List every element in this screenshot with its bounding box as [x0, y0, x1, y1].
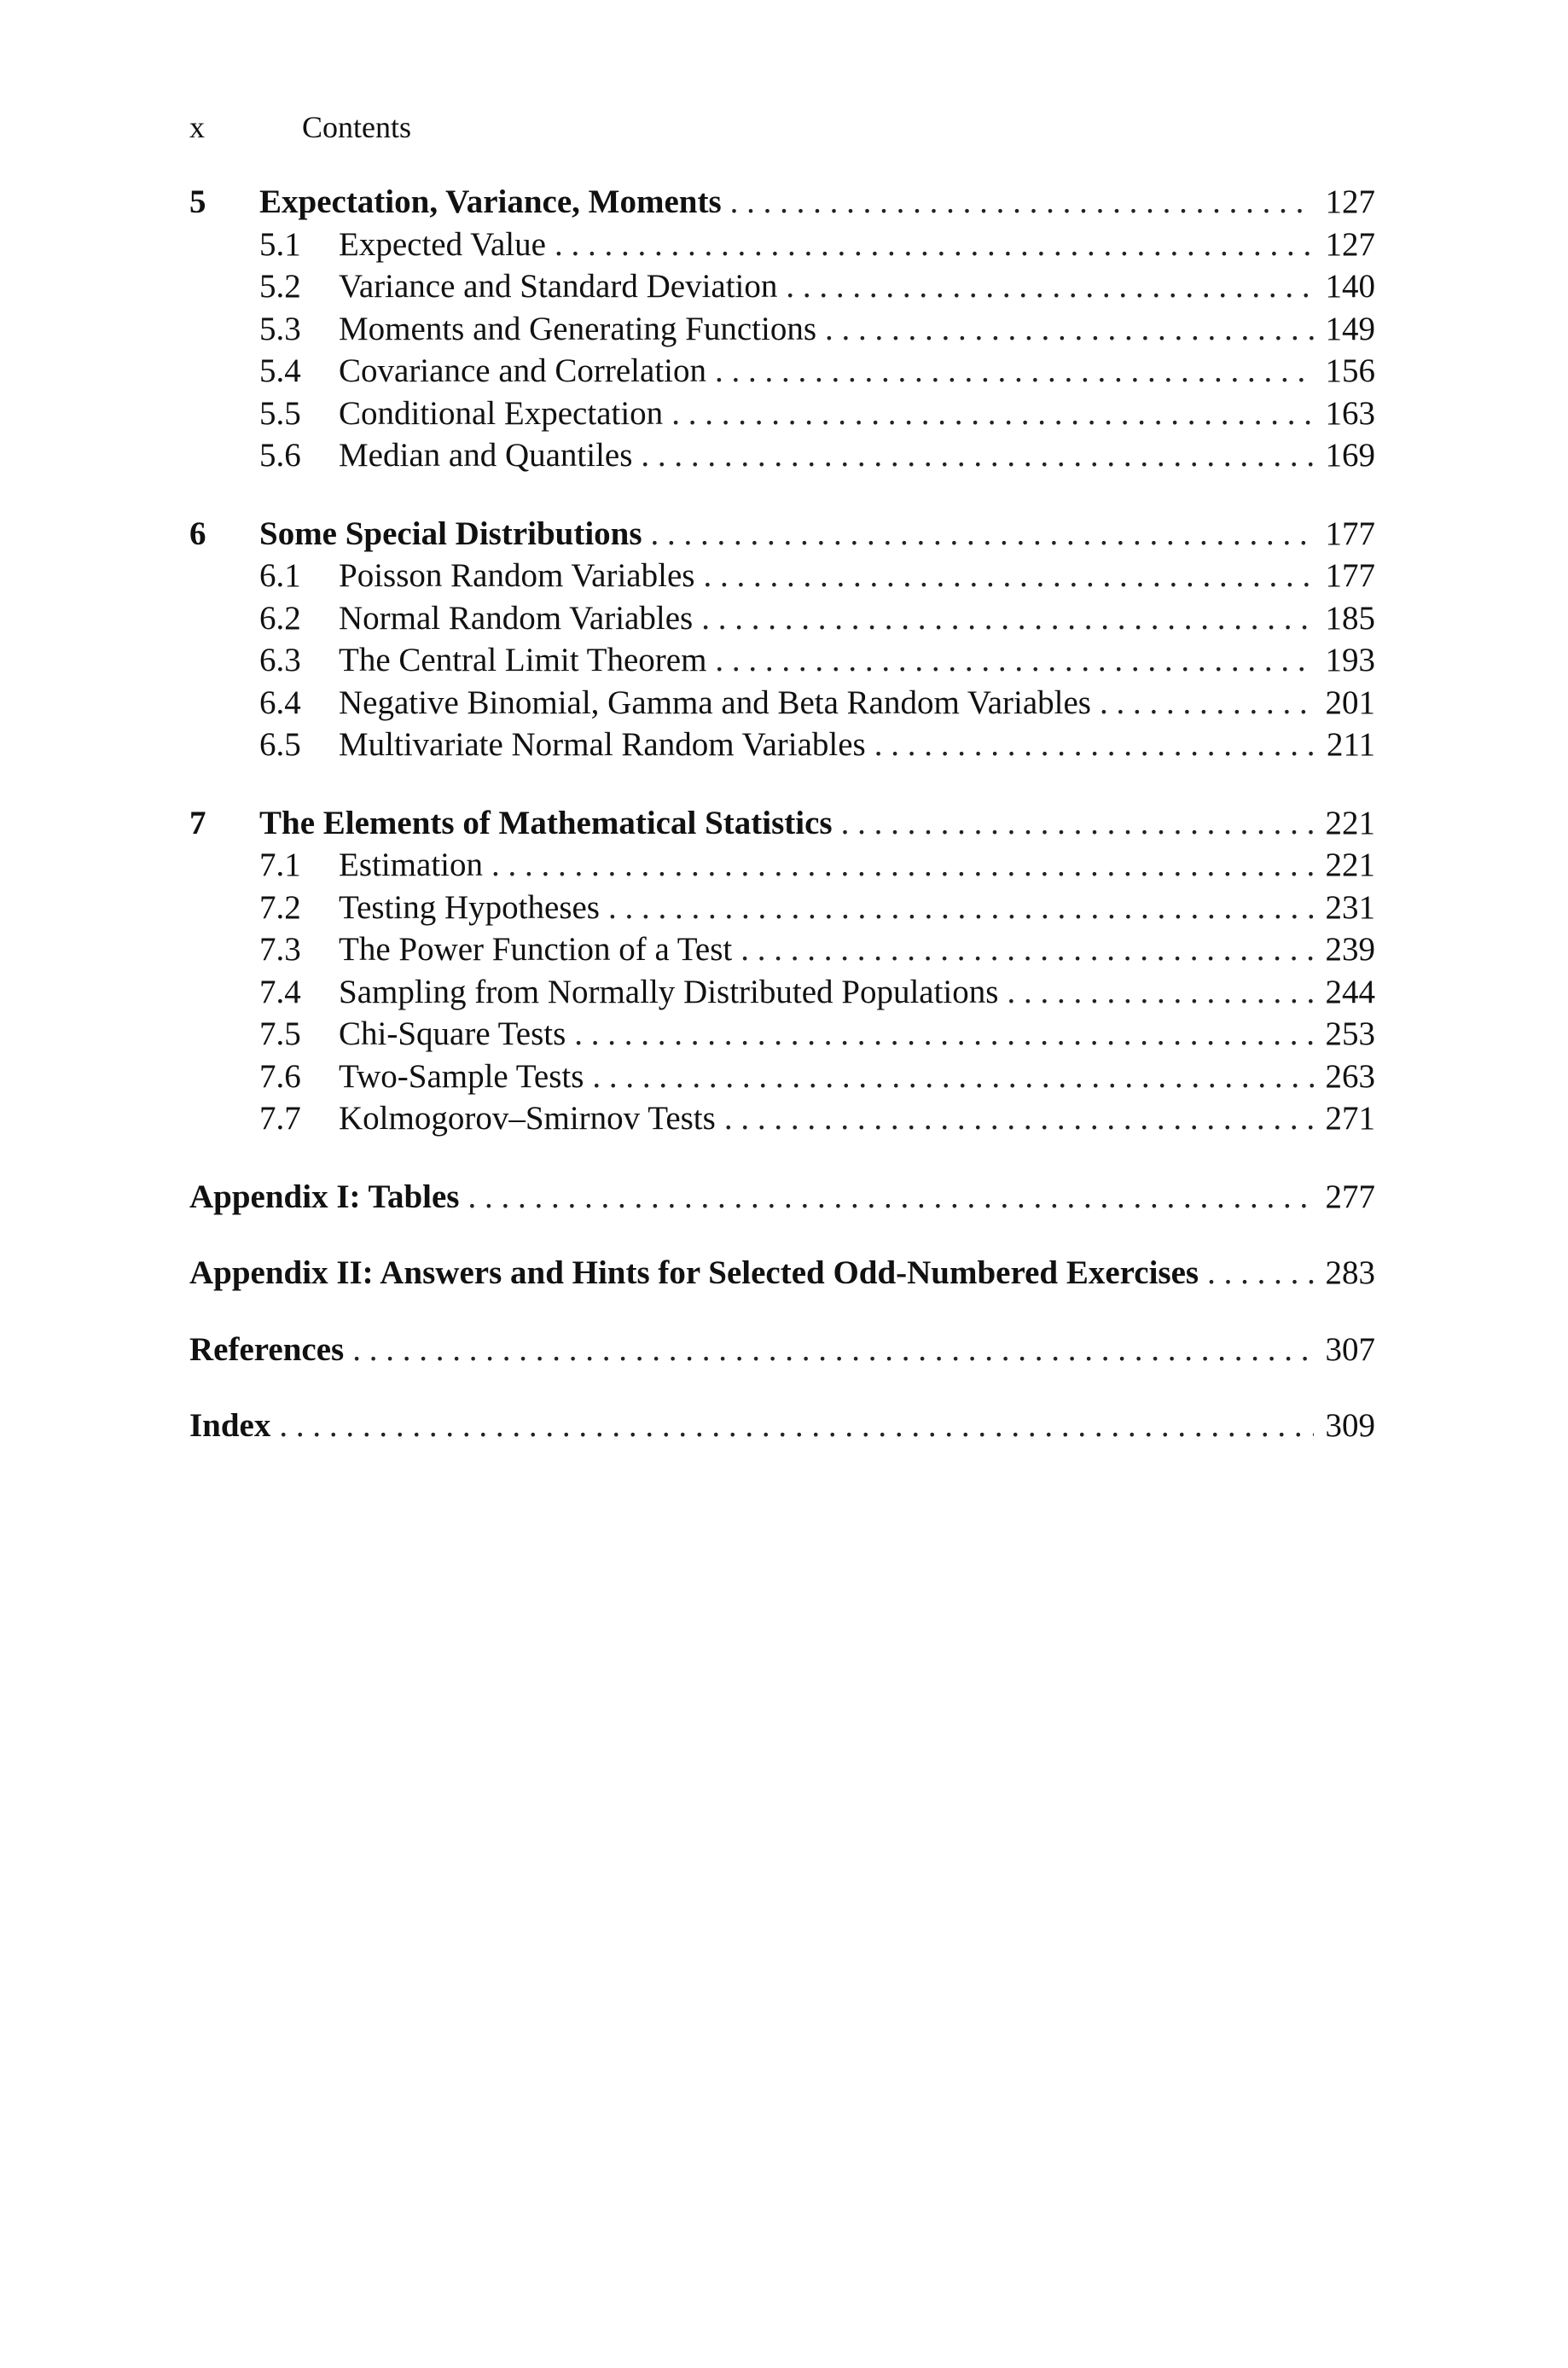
backmatter-title: Appendix II: Answers and Hints for Selected Odd-Numbered Exercises [189, 1254, 1199, 1291]
section-title: Poisson Random Variables [339, 557, 695, 594]
page-number: 231 [1325, 888, 1375, 926]
chapter-number: 7 [189, 804, 206, 841]
toc-section-entry[interactable] [189, 887, 1375, 929]
section-number: 5.3 [259, 310, 301, 347]
toc-backmatter-entry[interactable] [189, 1329, 1375, 1371]
section-title: Multivariate Normal Random Variables [339, 726, 866, 763]
toc-section-entry[interactable] [189, 308, 1375, 351]
page-number: 283 [1325, 1254, 1375, 1291]
dot-leader [730, 181, 1314, 224]
section-number: 7.2 [259, 888, 301, 926]
dot-leader [701, 597, 1314, 640]
running-head [189, 106, 1384, 148]
dot-leader [574, 1013, 1314, 1056]
toc-section-entry[interactable] [189, 971, 1375, 1014]
section-title: Kolmogorov–Smirnov Tests [339, 1100, 716, 1137]
dot-leader [715, 350, 1314, 393]
section-title: Normal Random Variables [339, 599, 694, 637]
page-number: 177 [1325, 557, 1375, 594]
section-number: 6.1 [259, 557, 301, 594]
page-number: 156 [1325, 352, 1375, 389]
dot-leader [874, 724, 1314, 766]
toc-section-entry[interactable] [189, 639, 1375, 682]
section-number: 5.6 [259, 437, 301, 474]
section-title: Median and Quantiles [339, 437, 633, 474]
page-number: 221 [1325, 804, 1375, 841]
section-number: 5.2 [259, 268, 301, 305]
page-number: 211 [1326, 726, 1375, 763]
section-title: Covariance and Correlation [339, 352, 706, 389]
toc-chapter-7 [189, 802, 1375, 1140]
section-title: Chi-Square Tests [339, 1015, 566, 1052]
dot-leader [641, 434, 1314, 477]
section-number: 5.4 [259, 352, 301, 389]
section-number: 5.1 [259, 225, 301, 263]
toc-section-entry[interactable] [189, 350, 1375, 393]
page-number: 309 [1325, 1407, 1375, 1444]
backmatter-title: References [189, 1330, 345, 1368]
toc-chapter-entry[interactable] [189, 181, 1375, 224]
dot-leader [279, 1405, 1314, 1447]
toc-chapter-entry[interactable] [189, 802, 1375, 845]
section-number: 6.3 [259, 642, 301, 678]
toc-section-entry[interactable] [189, 928, 1375, 971]
dot-leader [352, 1329, 1314, 1371]
page-number: 239 [1325, 931, 1375, 968]
toc-backmatter-entry[interactable] [189, 1252, 1375, 1295]
section-title: The Power Function of a Test [339, 931, 733, 968]
toc-section-entry[interactable] [189, 393, 1375, 435]
toc-section-entry[interactable] [189, 597, 1375, 640]
chapter-title: The Elements of Mathematical Statistics [259, 804, 833, 841]
backmatter-title: Appendix I: Tables [189, 1178, 460, 1215]
page-number: 244 [1325, 973, 1375, 1010]
section-number: 7.3 [259, 931, 301, 968]
section-number: 7.4 [259, 973, 301, 1010]
chapter-title: Some Special Distributions [259, 515, 642, 552]
section-number: 6.5 [259, 726, 301, 763]
page-folio: x [189, 110, 205, 144]
section-number: 5.5 [259, 394, 301, 432]
toc-index [189, 1405, 1375, 1447]
section-title: Testing Hypotheses [339, 888, 600, 926]
page-number: 263 [1325, 1057, 1375, 1095]
dot-leader [786, 265, 1314, 308]
toc-section-entry[interactable] [189, 724, 1375, 766]
toc-section-entry[interactable] [189, 1097, 1375, 1140]
running-head-title: Contents [302, 110, 412, 144]
page-number: 271 [1325, 1100, 1375, 1137]
page-number: 193 [1325, 642, 1375, 678]
page-number: 127 [1325, 183, 1375, 220]
section-title: Negative Binomial, Gamma and Beta Random Variables [339, 684, 1091, 721]
dot-leader [703, 555, 1314, 597]
toc-section-entry[interactable] [189, 682, 1375, 724]
page-number: 127 [1325, 225, 1375, 263]
section-title: The Central Limit Theorem [339, 642, 707, 678]
section-title: Variance and Standard Deviation [339, 268, 778, 305]
section-number: 7.7 [259, 1100, 301, 1137]
dot-leader [592, 1056, 1314, 1098]
section-title: Expected Value [339, 225, 546, 263]
dot-leader [1007, 971, 1314, 1014]
section-title: Conditional Expectation [339, 394, 664, 432]
section-title: Estimation [339, 847, 483, 883]
dot-leader [467, 1176, 1314, 1219]
toc-section-entry[interactable] [189, 265, 1375, 308]
page-number: 307 [1325, 1330, 1375, 1368]
section-title: Sampling from Normally Distributed Populations [339, 973, 999, 1010]
dot-leader [1207, 1252, 1314, 1295]
section-title: Two-Sample Tests [339, 1057, 584, 1095]
toc-section-entry[interactable] [189, 434, 1375, 477]
toc-references [189, 1329, 1375, 1371]
page-number: 149 [1325, 310, 1375, 347]
page-number: 177 [1325, 515, 1375, 552]
toc-appendix-2 [189, 1252, 1375, 1295]
toc-backmatter-entry[interactable] [189, 1176, 1375, 1219]
toc-chapter-entry[interactable] [189, 513, 1375, 556]
chapter-number: 5 [189, 183, 206, 220]
page-number: 221 [1325, 847, 1375, 883]
toc-section-entry[interactable] [189, 844, 1375, 887]
dot-leader [841, 802, 1314, 845]
page-number: 140 [1325, 268, 1375, 305]
dot-leader [671, 393, 1314, 435]
chapter-number: 6 [189, 515, 206, 552]
toc-chapter-6 [189, 513, 1375, 766]
dot-leader [740, 928, 1314, 971]
toc-backmatter-entry[interactable] [189, 1405, 1375, 1447]
page-number: 163 [1325, 394, 1375, 432]
page-number: 185 [1325, 599, 1375, 637]
toc-chapter-5 [189, 181, 1375, 477]
backmatter-title: Index [189, 1407, 271, 1444]
dot-leader [608, 887, 1314, 929]
page-number: 169 [1325, 437, 1375, 474]
dot-leader [724, 1097, 1314, 1140]
section-number: 7.6 [259, 1057, 301, 1095]
page-number: 253 [1325, 1015, 1375, 1052]
section-title: Moments and Generating Functions [339, 310, 816, 347]
section-number: 7.1 [259, 847, 301, 883]
page-number: 201 [1325, 684, 1375, 721]
dot-leader [1100, 682, 1314, 724]
section-number: 7.5 [259, 1015, 301, 1052]
dot-leader [491, 844, 1314, 887]
toc-section-entry[interactable] [189, 1056, 1375, 1098]
toc-section-entry[interactable] [189, 224, 1375, 266]
dot-leader [825, 308, 1314, 351]
dot-leader [555, 224, 1314, 266]
chapter-title: Expectation, Variance, Moments [259, 183, 722, 220]
toc-appendix-1 [189, 1176, 1375, 1219]
toc-section-entry[interactable] [189, 1013, 1375, 1056]
page-number: 277 [1325, 1178, 1375, 1215]
dot-leader [715, 639, 1314, 682]
table-of-contents [189, 181, 1375, 1481]
dot-leader [651, 513, 1314, 556]
section-number: 6.4 [259, 684, 301, 721]
section-number: 6.2 [259, 599, 301, 637]
toc-section-entry[interactable] [189, 555, 1375, 597]
